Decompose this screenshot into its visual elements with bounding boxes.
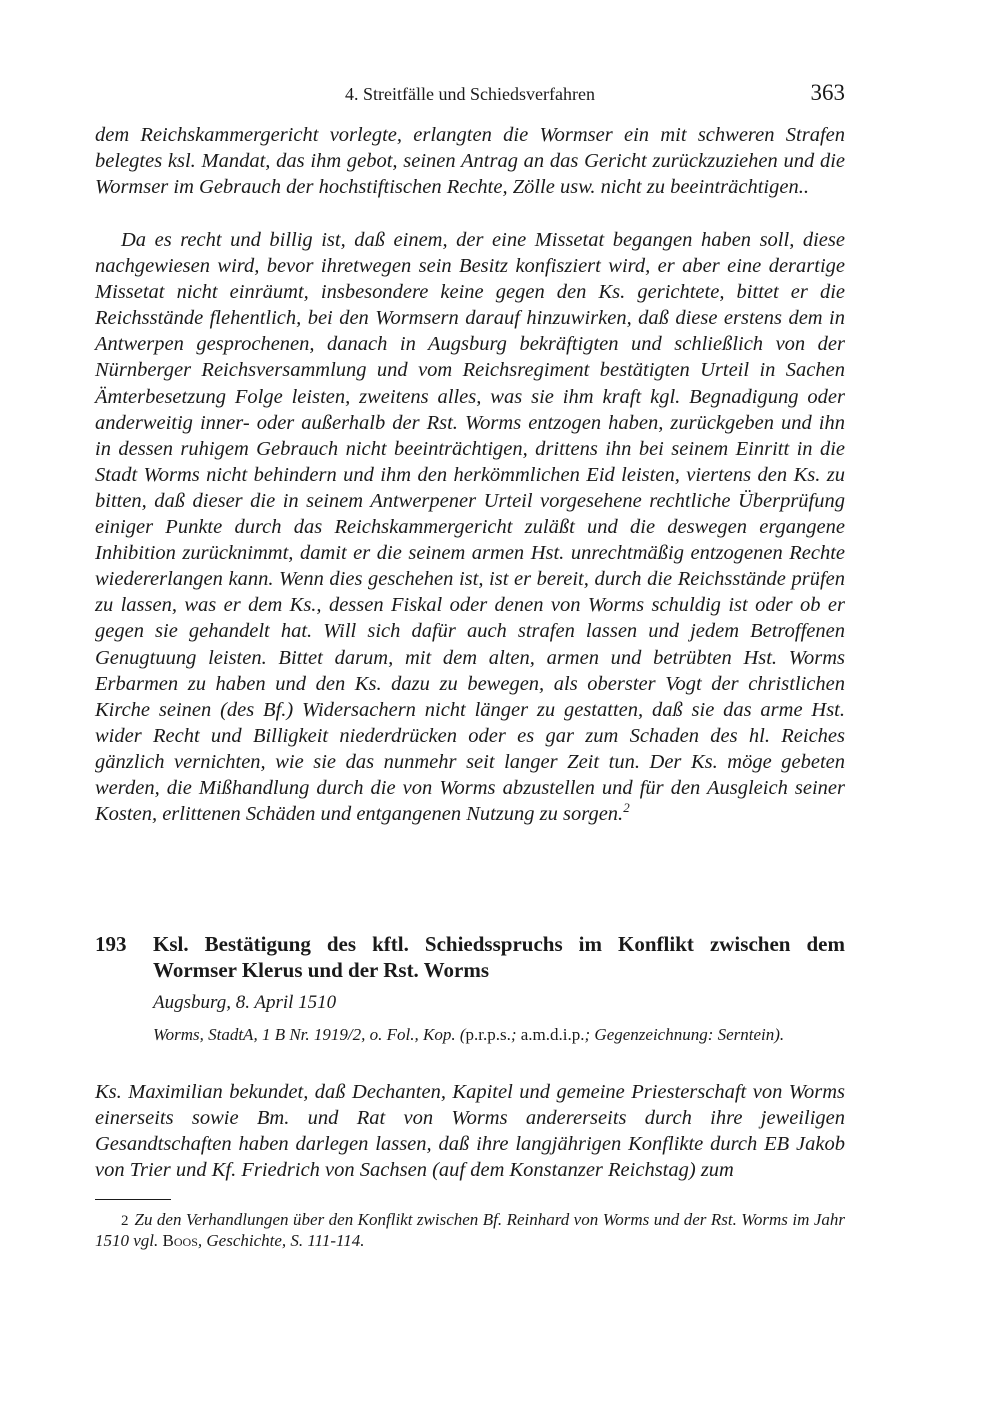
source-archive: Worms, StadtA, 1 B Nr. 1919/2, o. Fol., Kop. ( <box>153 1025 466 1044</box>
document-source <box>153 1024 845 1045</box>
footnote-reference: 2 <box>623 800 630 816</box>
document-number: 193 <box>95 932 127 956</box>
document-title: Ksl. Bestätigung des kftl. Schiedsspruchs im Konflikt zwischen dem Wormser Klerus und der Rst. Worms <box>153 932 845 982</box>
source-formula-2: a.m.d.i.p. <box>520 1025 585 1044</box>
page-number: 363 <box>810 80 845 105</box>
source-countersignature: ; Gegenzeichnung: Serntein). <box>584 1025 785 1044</box>
source-formula-1: p.r.p.s. <box>465 1025 511 1044</box>
running-title: 4. Streitfälle und Schiedsverfahren <box>345 84 595 104</box>
body-paragraph-2-text: Da es recht und billig ist, daß einem, der eine Missetat begangen haben soll, diese nachgewiesen wird, bevor ihretwegen sein Besitz konfisziert wird, er aber eine derartige Missetat nicht einräumt, insbesondere keine gegen den Ks. gerichtete, bittet er die Reichsstände flehentlich, bei den Wormsern darauf hinzuwirken, daß diese erstens dem in Antwerpen gesprochenen, danach in Augsburg bekräftigten und schließlich von der Nürnberger Reichsversammlung und vom Reichsregiment bestätigten Urteil in Sachen Ämterbesetzung Folge leisten, zweitens alles, was sie ihm kraft kgl. Begnadigung oder anderweitig inner- oder außerhalb der Rst. Worms entzogen haben, zurückgeben und ihn in dessen ruhigem Gebrauch nicht beeinträchtigen, drittens ihn bei seinem Einritt in die Stadt Worms nicht behindern und ihm den herkömmlichen Eid leisten, viertens den Ks. zu bitten, daß dieser die in seinem Antwerpener Urteil vorgesehene rechtliche Überprüfung einiger Punkte durch das Reichskammergericht zuläßt und die deswegen ergangene Inhibition zurücknimmt, damit er die seinem armen Hst. unrechtmäßig entzogenen Rechte wiedererlangen kann. Wenn dies geschehen ist, ist er bereit, durch die Reichsstände prüfen zu lassen, was er dem Ks., dessen Fiskal oder denen von Worms schuldig ist oder ob er gegen sie gehandelt hat. Will sich dafür auch strafen lassen und jedem Betroffenen Genugtuung leisten. Bittet darum, mit dem alten, armen und betrübten Hst. Worms Erbarmen zu haben und den Ks. dazu zu bewegen, als oberster Vogt der christlichen Kirche seinen (des Bf.) Widersachern nicht länger zu gestatten, daß sie das arme Hst. wider Recht und Billigkeit niederdrücken oder es gar zum Schaden des hl. Reiches gänzlich vernichten, wie sie das nunmehr seit langer Zeit tun. Der Ks. möge gebeten werden, die Mißhandlung durch die von Worms abzustellen und für den Ausgleich seiner Kosten, erlittenen Schäden und entgangenen Nutzung zu sorgen. <box>95 229 845 826</box>
footnote-reference-text: , Geschichte, S. 111-114. <box>197 1231 365 1250</box>
footnote-author: Boos <box>162 1231 198 1250</box>
source-separator: ; <box>510 1025 521 1044</box>
footnote-rule <box>95 1199 171 1200</box>
document-summary: Ks. Maximilian bekundet, daß Dechanten, Kapitel und gemeine Priesterschaft von Worms einerseits sowie Bm. und Rat von Worms andererseits durch ihre jeweiligen Gesandtschaften haben darlegen lassen, daß ihre langjährigen Konflikte durch EB Jakob von Trier und Kf. Friedrich von Sachsen (auf dem Konstanzer Reichstag) zum <box>95 1081 845 1182</box>
body-paragraph-1: dem Reichskammergericht vorlegte, erlangten die Wormser ein mit schweren Strafen belegtes ksl. Mandat, das ihm gebot, seinen Antrag an das Gericht zurückzuziehen und die Wormser im Gebrauch der hochstiftischen Rechte, Zölle usw. nicht zu beeinträchtigen.. <box>95 124 845 199</box>
footnote-marker: 2 <box>121 1213 129 1229</box>
body-paragraph-2 <box>95 227 845 827</box>
footnote <box>95 1210 845 1251</box>
running-header <box>95 80 845 108</box>
document-date: Augsburg, 8. April 1510 <box>153 992 337 1013</box>
footnote-text: Zu den Verhandlungen über den Konflikt zwischen Bf. Reinhard von Worms und der Rst. Worms im Jahr 1510 vgl. <box>95 1210 845 1250</box>
